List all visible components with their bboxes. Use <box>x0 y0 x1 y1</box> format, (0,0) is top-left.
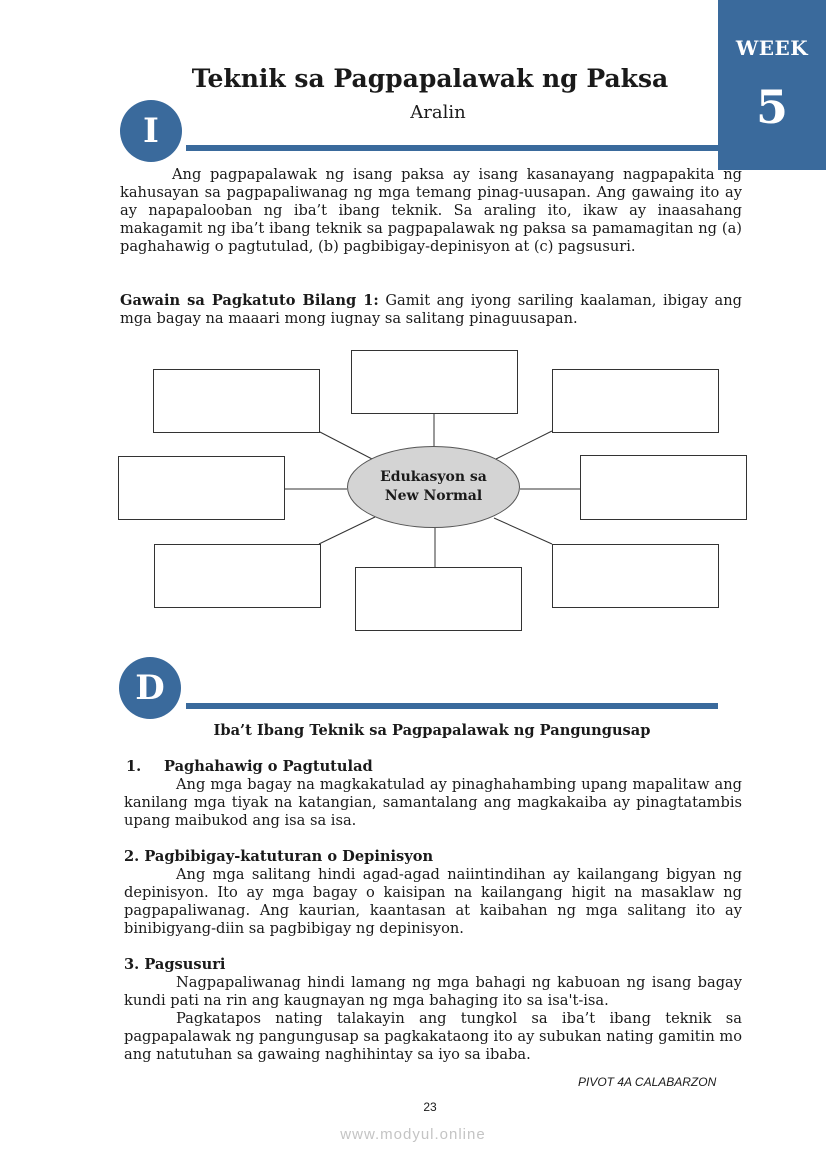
activity-text: Gamit ang iyong sariling kaalaman, ibigay ang mga bagay na maaari mong iugnay sa salitang pinaguusapan. <box>120 292 742 327</box>
footer-source: PIVOT 4A CALABARZON <box>578 1075 717 1089</box>
page-title: Teknik sa Pagpapalawak ng Paksa <box>191 64 669 93</box>
item-1-title: Paghahawig o Pagtutulad <box>164 758 373 775</box>
connector-bottom-right <box>494 518 552 544</box>
item-2-title: 2. Pagbibigay-katuturan o Depinisyon <box>124 848 434 865</box>
connector-top-right <box>496 431 552 459</box>
section-i-badge: I <box>120 100 182 162</box>
answer-box-right[interactable] <box>580 455 747 520</box>
section-d-badge: D <box>119 657 181 719</box>
item-1-number: 1. <box>126 758 142 775</box>
answer-box-bottom-left[interactable] <box>154 544 321 608</box>
answer-box-bottom[interactable] <box>355 567 522 631</box>
activity-label: Gawain sa Pagkatuto Bilang 1: <box>120 292 379 309</box>
week-label: WEEK <box>735 36 809 60</box>
section-d-rule <box>186 703 718 709</box>
page-number: 23 <box>423 1100 437 1114</box>
answer-box-left[interactable] <box>118 456 285 520</box>
connector-top-left <box>318 431 374 460</box>
item-1-text: Ang mga bagay na magkakatulad ay pinaghahambing upang mapalitaw ang kanilang mga tiyak na katangian, samantalang ang magkakaiba ay pinagtatambis upang maibukod ang isa sa isa. <box>124 776 742 829</box>
item-3-text-2: Pagkatapos nating talakayin ang tungkol sa iba’t ibang teknik sa pagpapalawak ng pangungusap sa pagkakataong ito ay subukan nating gamitin mo ang natutuhan sa gawaing naghihintay sa iyo sa ibaba. <box>124 1010 742 1063</box>
intro-paragraph: Ang pagpapalawak ng isang paksa ay isang kasanayang nagpapakita ng kahusayan sa pagpapaliwanag ng mga temang pinag-uusapan. Ang gawaing ito ay ay napapalooban ng iba’t ibang teknik. Sa araling ito, ikaw ay inaasahang makagamit ng iba’t ibang teknik sa pagpapalawak ng paksa sa pamamagitan ng (a) paghahawig o pagtutulad, (b) pagbibigay-depinisyon at (c) pagsusuri. <box>120 166 742 255</box>
hub-line-2: New Normal <box>384 488 483 504</box>
week-number: 5 <box>755 80 788 134</box>
section-d-heading: Iba’t Ibang Teknik sa Pagpapalawak ng Pangungusap <box>213 722 651 739</box>
answer-box-bottom-right[interactable] <box>552 544 719 608</box>
item-2-text: Ang mga salitang hindi agad-agad naiintindihan ay kailangang bigyan ng depinisyon. Ito ay mga bagay o kaisipan na kailangang higit na masaklaw ng pagpapaliwanag. Ang kaurian, kaantasan at kaibahan ng mga salitang ito ay binibigyang-diin sa pagbibigay ng depinisyon. <box>124 866 742 937</box>
page-subtitle: Aralin <box>410 102 466 123</box>
answer-box-top-left[interactable] <box>153 369 320 433</box>
item-3-text-1: Nagpapaliwanag hindi lamang ng mga bahagi ng kabuoan ng isang bagay kundi pati na rin ang kaugnayan ng mga bahaging ito sa isa't-isa. <box>124 974 742 1009</box>
answer-box-top[interactable] <box>351 350 518 414</box>
concept-hub <box>347 446 520 528</box>
connector-bottom-left <box>319 517 375 544</box>
watermark: www.modyul.online <box>340 1126 486 1143</box>
hub-line-1: Edukasyon sa <box>380 469 487 485</box>
item-3-title: 3. Pagsusuri <box>124 956 226 973</box>
answer-box-top-right[interactable] <box>552 369 719 433</box>
